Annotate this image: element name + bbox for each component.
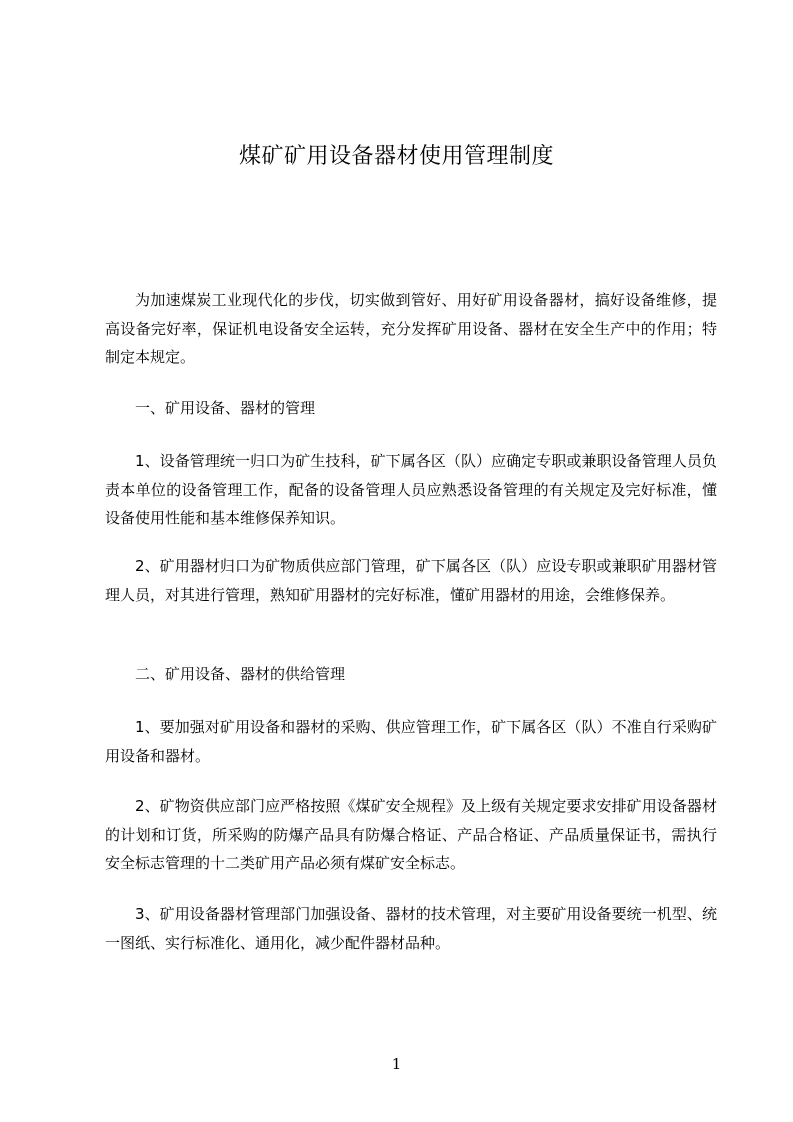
document-title: 煤矿矿用设备器材使用管理制度 — [238, 144, 554, 169]
section-1-item-1: 1、设备管理统一归口为矿生技科，矿下属各区（队）应确定专职或兼职设备管理人员负责本单位的设备管理工作，配备的设备管理人员应熟悉设备管理的有关规定及完好标准，懂设备使用性能和基本维修保养知识。 — [105, 452, 717, 527]
page-number: 1 — [391, 1055, 402, 1073]
section-heading-1: 一、矿用设备、器材的管理 — [135, 399, 316, 417]
section-2-item-2: 2、矿物资供应部门应严格按照《煤矿安全规程》及上级有关规定要求安排矿用设备器材的计划和订货，所采购的防爆产品具有防爆合格证、产品合格证、产品质量保证书，需执行安全标志管理的十二类矿用产品必须有煤矿安全标志。 — [105, 797, 717, 872]
section-heading-2: 二、矿用设备、器材的供给管理 — [135, 665, 346, 683]
section-2-item-1: 1、要加强对矿用设备和器材的采购、供应管理工作，矿下属各区（队）不准自行采购矿用设备和器材。 — [105, 718, 717, 765]
section-1-item-2: 2、矿用器材归口为矿物质供应部门管理，矿下属各区（队）应设专职或兼职矿用器材管理人员，对其进行管理，熟知矿用器材的完好标准，懂矿用器材的用途，会维修保养。 — [105, 557, 717, 604]
intro-paragraph: 为加速煤炭工业现代化的步伐，切实做到管好、用好矿用设备器材，搞好设备维修，提高设备完好率，保证机电设备安全运转，充分发挥矿用设备、器材在安全生产中的作用；特制定本规定。 — [105, 291, 717, 366]
section-2-item-3: 3、矿用设备器材管理部门加强设备、器材的技术管理，对主要矿用设备要统一机型、统一图纸、实行标准化、通用化，减少配件器材品种。 — [105, 905, 717, 952]
